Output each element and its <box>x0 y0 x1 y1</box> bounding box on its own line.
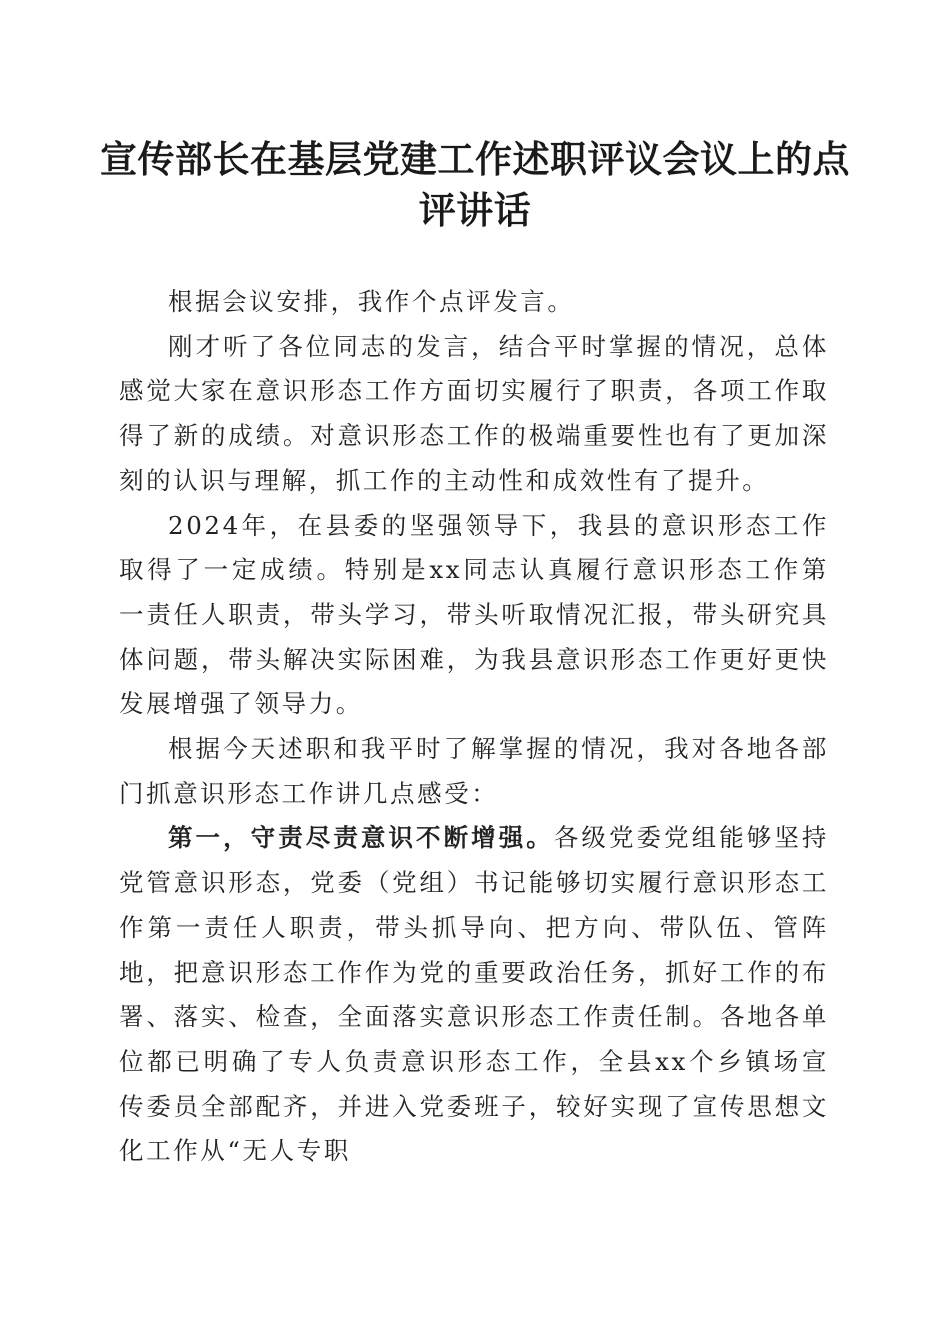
paragraph-overall-impression: 刚才听了各位同志的发言，结合平时掌握的情况，总体感觉大家在意识形态工作方面切实履行了职责，各项工作取得了新的成绩。对意识形态工作的极端重要性也有了更加深刻的认识与理解，抓工作的主动性和成效性有了提升。 <box>119 331 829 495</box>
document-body <box>119 280 829 1174</box>
paragraph-annual-review: 2024年，在县委的坚强领导下，我县的意识形态工作取得了一定成绩。特别是xx同志认真履行意识形态工作第一责任人职责，带头学习，带头听取情况汇报，带头研究具体问题，带头解决实际困难，为我县意识形态工作更好更快发展增强了领导力。 <box>119 510 829 719</box>
document-title: 宣传部长在基层党建工作述职评议会议上的点评讲话 <box>100 137 850 232</box>
paragraph-point-one <box>119 816 829 1174</box>
point-one-text: 各级党委党组能够坚持党管意识形态，党委（党组）书记能够切实履行意识形态工作第一责任人职责，带头抓导向、把方向、带队伍、管阵地，把意识形态工作作为党的重要政治任务，抓好工作的布署、落实、检查，全面落实意识形态工作责任制。各地各单位都已明确了专人负责意识形态工作，全县xx个乡镇场宣传委员全部配齐，并进入党委班子，较好实现了宣传思想文化工作从“无人专职 <box>119 823 830 1166</box>
point-one-heading: 第一，守责尽责意识不断增强。 <box>168 823 554 853</box>
paragraph-intro: 根据会议安排，我作个点评发言。 <box>168 287 575 316</box>
paragraph-feelings-intro: 根据今天述职和我平时了解掌握的情况，我对各地各部门抓意识形态工作讲几点感受： <box>119 734 829 808</box>
